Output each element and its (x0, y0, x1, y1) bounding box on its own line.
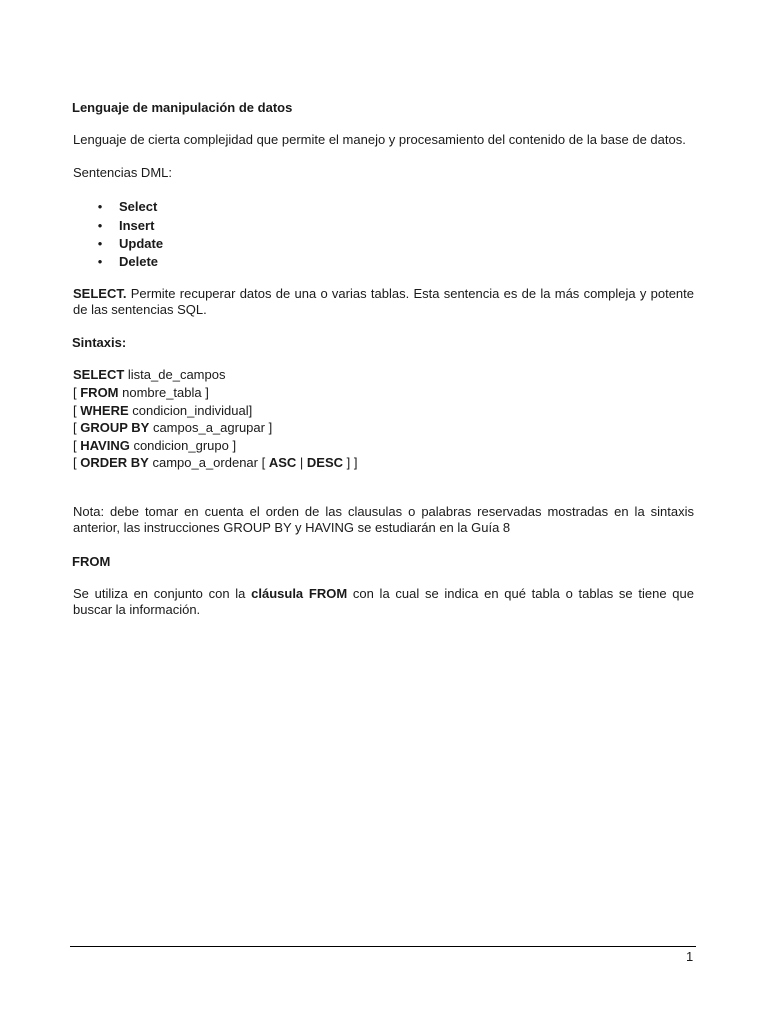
syntax-text: ] ] (343, 455, 358, 470)
keyword: HAVING (80, 438, 130, 453)
syntax-line (73, 438, 236, 454)
keyword: SELECT (73, 367, 125, 382)
list-item-label: Update (119, 236, 164, 251)
list-item-label: Insert (119, 218, 155, 233)
keyword: FROM (80, 385, 119, 400)
syntax-text: lista_de_campos (124, 367, 226, 382)
section-heading: Lenguaje de manipulación de datos (72, 100, 293, 115)
syntax-text: [ (73, 455, 81, 470)
syntax-line (73, 385, 209, 401)
syntax-text: [ (73, 403, 81, 418)
keyword: WHERE (80, 403, 129, 418)
syntax-text: condicion_grupo ] (129, 438, 237, 453)
syntax-text: [ (73, 438, 81, 453)
from-text: Se utiliza en conjunto con la (73, 586, 252, 601)
select-description: Permite recuperar datos de una o varias tablas. Esta sentencia es de la más compleja y potente de las sentencias SQL. (73, 286, 694, 317)
intro-paragraph: Lenguaje de cierta complejidad que permite el manejo y procesamiento del contenido de la base de datos. (73, 132, 686, 147)
select-keyword: SELECT. (73, 286, 127, 301)
from-text: con la cual se indica en qué tabla o tablas se tiene que buscar la información. (73, 586, 694, 617)
from-paragraph (73, 586, 694, 618)
keyword: GROUP BY (80, 420, 150, 435)
keyword: DESC (306, 455, 344, 470)
syntax-text: condicion_individual] (128, 403, 253, 418)
syntax-text: nombre_tabla ] (118, 385, 209, 400)
dml-label: Sentencias DML: (73, 165, 172, 180)
syntax-line (73, 420, 272, 436)
bullet: • (97, 199, 103, 214)
syntax-line (73, 367, 225, 383)
syntax-line (73, 455, 357, 471)
syntax-text: [ (73, 420, 81, 435)
syntax-text: [ (73, 385, 81, 400)
syntax-text: | (296, 455, 307, 470)
from-keyword: cláusula FROM (251, 586, 348, 601)
page-number: 1 (686, 949, 694, 964)
syntax-line (73, 403, 252, 419)
note-paragraph: Nota: debe tomar en cuenta el orden de las clausulas o palabras reservadas mostradas en la sintaxis anterior, las instrucciones GROUP BY y HAVING se estudiarán en la Guía 8 (73, 504, 694, 535)
from-heading: FROM (72, 554, 111, 569)
bullet: • (97, 254, 103, 269)
syntax-text: campos_a_agrupar ] (149, 420, 273, 435)
bullet: • (97, 218, 103, 233)
list-item-label: Delete (119, 254, 159, 269)
footer-rule (70, 946, 696, 947)
syntax-text: campo_a_ordenar [ (148, 455, 269, 470)
select-paragraph (73, 286, 694, 318)
keyword: ASC (268, 455, 297, 470)
keyword: ORDER BY (80, 455, 149, 470)
list-item-label: Select (119, 199, 158, 214)
bullet: • (97, 236, 103, 251)
syntax-heading: Sintaxis: (72, 335, 127, 350)
